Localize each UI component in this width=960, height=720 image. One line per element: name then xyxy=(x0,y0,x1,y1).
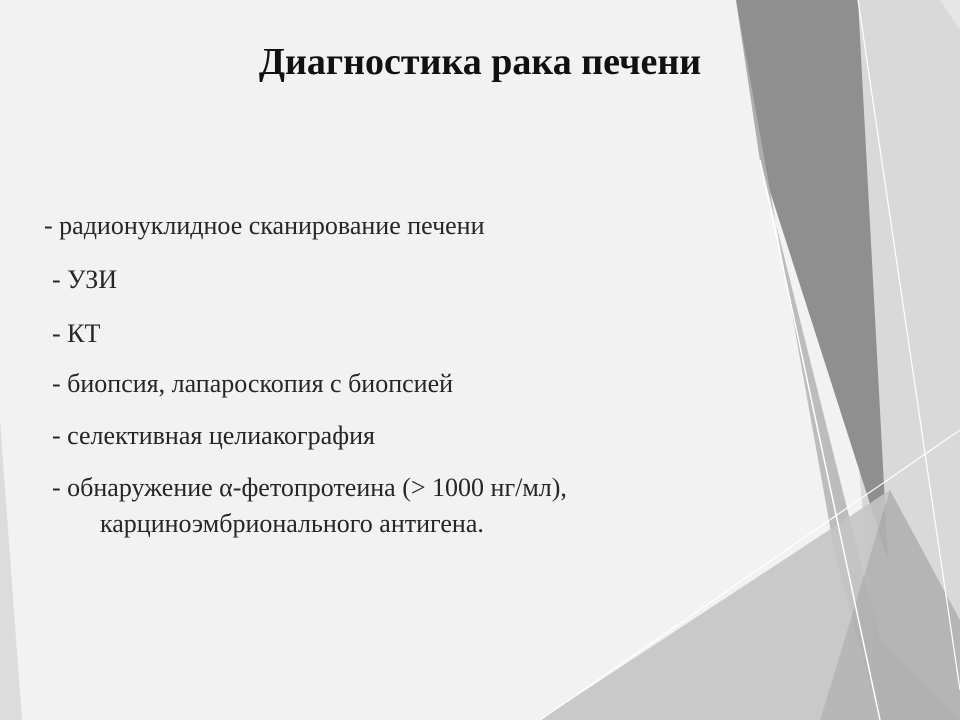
list-item-continuation: карциноэмбрионального антигена. xyxy=(100,509,484,538)
list-item: - УЗИ xyxy=(52,265,118,294)
left-edge-shape xyxy=(0,420,22,720)
list-item: - радионуклидное сканирование печени xyxy=(44,211,485,240)
list-item: - селективная целиакография xyxy=(52,421,375,450)
slide-title: Диагностика рака печени xyxy=(258,41,702,83)
list-item: - КТ xyxy=(52,319,101,348)
list-item: - обнаружение α-фетопротеина (> 1000 нг/мл), xyxy=(52,473,567,502)
list-item: - биопсия, лапароскопия с биопсией xyxy=(52,369,454,398)
